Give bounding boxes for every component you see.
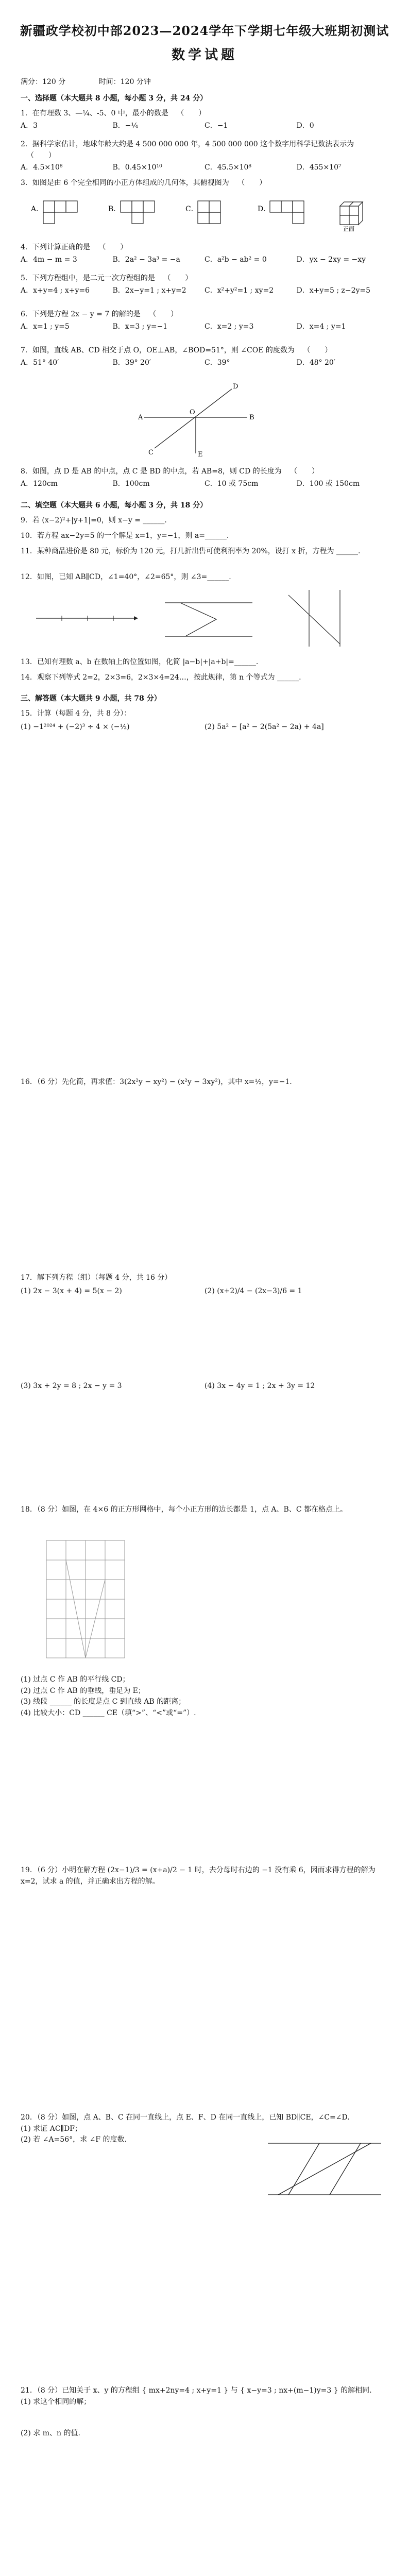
- q5-num: 5．: [21, 274, 32, 282]
- q2-option-b: B．0.45×10¹⁰: [112, 163, 162, 172]
- q1-option-c: C．−1: [204, 121, 228, 130]
- q18-part-2: (2) 过点 C 作 AB 的垂线，垂足为 E；: [21, 1686, 145, 1695]
- q4-num: 4．: [21, 243, 32, 251]
- time-info: 时间：120 分钟: [98, 78, 151, 86]
- question-8: [21, 466, 388, 489]
- q21-part-2: (2) 求 m、n 的值.: [21, 2429, 80, 2438]
- q5-option-c: C．x²+y²=1 ; xy=2: [204, 286, 274, 295]
- q3-paren: （ ）: [237, 179, 267, 187]
- q5-option-a: A．x+y=4 ; x+y=6: [21, 286, 90, 295]
- q7-stem: 如图，直线 AB、CD 相交于点 O，OE⊥AB，∠BOD=51°，则 ∠COE 的度数为: [32, 346, 295, 354]
- q5-option-b: B．2x−y=1 ; x+y=2: [112, 286, 186, 295]
- q1-option-b: B．−¼: [112, 121, 139, 130]
- q20-line-af: [278, 2143, 371, 2195]
- question-12: 12．如图，已知 AB∥CD，∠1=40°，∠2=65°，则 ∠3=______.: [21, 573, 231, 581]
- question-10: 10．若方程 ax−2y=5 的一个解是 x=1，y=−1，则 a=______.: [21, 532, 229, 540]
- q20-part-2: (2) 若 ∠A=56°，求 ∠F 的度数.: [21, 2136, 127, 2144]
- question-2: [21, 139, 388, 174]
- q18-segment-ab: [66, 1560, 86, 1658]
- q8-option-b: B．100cm: [112, 479, 150, 488]
- section2-heading: 二、填空题（本大题共 6 小题，每小题 3 分，共 18 分）: [21, 501, 208, 510]
- q6-stem: 下列是方程 2x − y = 7 的解的是: [32, 310, 141, 318]
- q7-option-a: A．51° 40′: [21, 358, 59, 367]
- q7-option-d: D．48° 20′: [296, 358, 335, 367]
- q17-title: 17．解下列方程（组）（每题 4 分，共 16 分）: [21, 1274, 172, 1282]
- question-6: [21, 309, 388, 332]
- q15-part-2: (2) 5a² − [a² − 2(5a² − 2a) + 4a]: [204, 722, 324, 731]
- q7-label-c: C: [148, 449, 154, 456]
- q3-figure-b: [121, 201, 155, 224]
- q17-part-1: (1) 2x − 3(x + 4) = 5(x − 2): [21, 1286, 122, 1295]
- q7-label-e: E: [198, 451, 203, 459]
- q17-part-4: (4) 3x − 4y = 1 ; 2x + 3y = 12: [204, 1382, 315, 1390]
- q14-line-1: [288, 595, 340, 644]
- question-3: [21, 178, 388, 189]
- q4-option-b: B．2a² − 3a³ = −a: [112, 255, 180, 264]
- q3-figure-c: [198, 201, 220, 224]
- q8-options: [21, 479, 388, 490]
- q7-option-c: C．39°: [204, 358, 230, 367]
- q17-part-2: (2) (x+2)/4 − (2x−3)/6 = 1: [204, 1286, 302, 1295]
- question-11: 11．某种商品进价是 80 元，标价为 120 元，打几折出售可使利润率为 20%，设打 x 折，方程为 ______.: [21, 547, 361, 555]
- q5-options: [21, 285, 388, 297]
- school-title: 新疆政学校初中部2023—2024学年下学期七年级大班期初测试: [20, 23, 389, 38]
- q3-figure-a: [43, 201, 77, 224]
- q2-option-d: D．455×10⁷: [296, 163, 342, 172]
- question-21: [21, 2385, 388, 2439]
- question-1: [21, 108, 388, 131]
- q8-num: 8．: [21, 467, 32, 476]
- q1-paren: （ ）: [177, 109, 206, 117]
- q2-stem: 据科学家估计，地球年龄大约是 4 500 000 000 年，4 500 000 000 这个数字用科学记数法表示为: [32, 140, 354, 148]
- q7-paren: （ ）: [303, 346, 332, 354]
- section3-heading: 三、解答题（本大题共 9 小题，共 78 分）: [21, 694, 161, 703]
- q4-options: [21, 255, 388, 266]
- question-7: [21, 345, 388, 368]
- q21-part-1: (1) 求这个相同的解；: [21, 2397, 91, 2406]
- q1-options: [21, 121, 388, 132]
- q15-part-1: (1) −1²⁰²⁴ + (−2)³ ÷ 4 × (−½): [21, 722, 130, 731]
- question-13: 13．已知有理数 a、b 在数轴上的位置如图，化简 |a−b|+|a+b|=______.: [21, 658, 259, 666]
- q3-front-label: 正面: [343, 226, 354, 232]
- q4-option-a: A．4m − m = 3: [21, 255, 77, 264]
- q3-solid-figure: [340, 202, 363, 225]
- q8-option-c: C．10 或 75cm: [204, 479, 259, 488]
- q1-stem: 在有理数 3、—¼、-5、0 中，最小的数是: [32, 109, 168, 117]
- q5-option-d: D．x+y=5 ; z−2y=5: [296, 286, 371, 295]
- q3-figures: [31, 196, 381, 232]
- q7-label-b: B: [249, 414, 254, 421]
- q2-paren: （ ）: [27, 151, 56, 160]
- q12-zigzag: [180, 603, 216, 636]
- q6-option-c: C．x=2 ; y=3: [204, 322, 254, 331]
- question-17-lower: [21, 1381, 388, 1392]
- q18-grid-figure: [41, 1535, 144, 1664]
- q12-q13-figures: [31, 587, 381, 649]
- section1-heading: 一、选择题（本大题共 8 小题，每小题 3 分，共 24 分）: [21, 94, 208, 103]
- q7-label-o: O: [190, 409, 195, 416]
- question-5: [21, 273, 388, 296]
- q4-stem: 下列计算正确的是: [32, 243, 90, 251]
- question-4: [21, 242, 388, 265]
- q8-paren: （ ）: [290, 467, 319, 476]
- q4-option-c: C．a²b − ab² = 0: [204, 255, 267, 264]
- q2-options: [21, 162, 388, 174]
- q8-option-d: D．100 或 150cm: [296, 479, 360, 488]
- q7-label-a: A: [138, 414, 143, 421]
- question-18: [21, 1504, 388, 1516]
- exam-meta: [21, 76, 182, 87]
- q4-paren: （ ）: [98, 243, 128, 251]
- q18-grid: [46, 1540, 125, 1658]
- q6-option-b: B．x=3 ; y=−1: [112, 322, 168, 331]
- q3-option-b: B．: [108, 205, 121, 213]
- q7-line-cd: [155, 389, 232, 448]
- q7-figure: [134, 381, 258, 459]
- subject-title: 数学试题: [171, 47, 237, 63]
- q1-option-d: D．0: [296, 121, 314, 130]
- q5-paren: （ ）: [163, 274, 193, 282]
- q2-option-a: A．4.5×10⁸: [21, 163, 63, 172]
- q6-option-d: D．x=4 ; y=1: [296, 322, 346, 331]
- question-14: 14．观察下列等式 2=2，2×3=6，2×3×4=24…，按此规律，第 n 个等式为 ______.: [21, 673, 301, 682]
- q20-title: 20．（8 分）如图，点 A、B、C 在同一直线上，点 E、F、D 在同一直线上，已知 BD∥CE，∠C=∠D.: [21, 2113, 350, 2122]
- q7-option-b: B．39° 20′: [112, 358, 151, 367]
- q3-num: 3．: [21, 179, 32, 187]
- q18-part-1: (1) 过点 C 作 AB 的平行线 CD；: [21, 1675, 130, 1684]
- q2-option-c: C．45.5×10⁸: [204, 163, 252, 172]
- q1-num: 1．: [21, 109, 32, 117]
- question-18-parts: [21, 1674, 388, 1719]
- q6-options: [21, 321, 388, 333]
- q20-line-bd: [288, 2143, 319, 2195]
- q3-stem: 如图是由 6 个完全相同的小正方体组成的几何体，其俯视图为: [32, 179, 229, 187]
- question-17: [21, 1273, 388, 1297]
- q7-options: [21, 358, 388, 369]
- q5-stem: 下列方程组中，是二元一次方程组的是: [32, 274, 155, 282]
- score-info: 满分：120 分: [21, 78, 66, 86]
- question-15: [21, 708, 388, 733]
- q3-option-d: D．: [258, 205, 271, 213]
- question-9: 9．若 (x−2)²+|y+1|=0，则 x−y = ______.: [21, 516, 167, 524]
- q20-figure: [258, 2133, 391, 2205]
- q6-option-a: A．x=1 ; y=5: [21, 322, 70, 331]
- q7-label-d: D: [233, 383, 238, 391]
- q13-arrow: [134, 616, 138, 620]
- q3-option-a: A．: [31, 205, 44, 213]
- question-16: 16．（6 分）先化简，再求值：3(2x²y − xy²) − (x²y − 3xy²)，其中 x=½，y=−1.: [21, 1078, 292, 1086]
- q3-option-c: C．: [185, 205, 198, 213]
- q6-num: 6．: [21, 310, 32, 318]
- q20-line-ce: [330, 2143, 361, 2195]
- q17-part-3: (3) 3x + 2y = 8 ; 2x − y = 3: [21, 1382, 122, 1390]
- q8-stem: 如图，点 D 是 AB 的中点，点 C 是 BD 的中点，若 AB=8，则 CD 的长度为: [32, 467, 282, 476]
- question-19: 19．（6 分）小明在解方程 (2x−1)/3 = (x+a)/2 − 1 时，去分母时右边的 −1 没有乘 6，因而求得方程的解为 x=2，试求 a 的值，并正确求出方程的解。: [21, 1866, 376, 1886]
- q15-title: 15．计算（每题 4 分，共 8 分）：: [21, 709, 131, 718]
- q20-part-1: (1) 求证 AC∥DF；: [21, 2124, 82, 2133]
- q2-num: 2．: [21, 140, 32, 148]
- q21-title: 21．（8 分）已知关于 x、y 的方程组 { mx+2ny=4 ; x+y=1 } 与 { x−y=3 ; nx+(m−1)y=3 } 的解相同.: [21, 2386, 372, 2395]
- q3-figure-d: [270, 201, 304, 224]
- q18-title: 18．（8 分）如图，在 4×6 的正方形网格中，每个小正方形的边长都是 1，点 A、B、C 都在格点上。: [21, 1505, 347, 1514]
- q18-part-3: (3) 线段 ______ 的长度是点 C 到直线 AB 的距离；: [21, 1698, 186, 1706]
- q18-part-4: (4) 比较大小：CD ______ CE（填“>”、“<”或“=”）.: [21, 1709, 196, 1718]
- q1-option-a: A．3: [21, 121, 38, 130]
- q8-option-a: A．120cm: [21, 479, 58, 488]
- q4-option-d: D．yx − 2xy = −xy: [296, 255, 366, 264]
- q7-num: 7．: [21, 346, 32, 354]
- q6-paren: （ ）: [149, 310, 178, 318]
